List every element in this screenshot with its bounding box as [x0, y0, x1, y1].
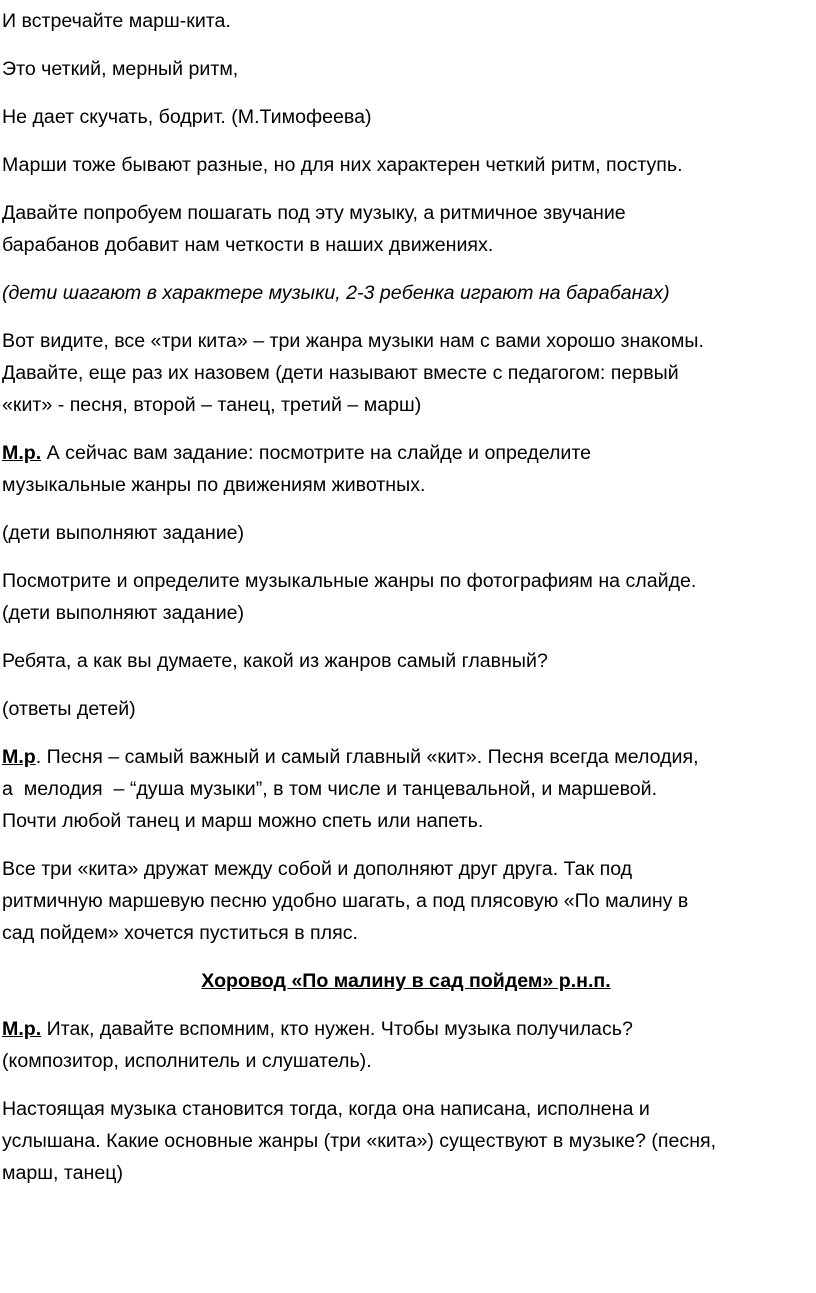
paragraph-task-animals: [2, 437, 810, 501]
paragraph-lets-march: [2, 197, 810, 261]
paragraph-question-main-genre: [2, 645, 810, 677]
text-line: Ребята, а как вы думаете, какой из жанров самый главный?: [2, 650, 548, 672]
text-line: И встречайте марш-кита.: [2, 10, 231, 32]
speaker-label: М.р.: [2, 1018, 42, 1040]
paragraph-whales-friends: [2, 853, 810, 949]
paragraph-marches: [2, 149, 810, 181]
paragraph-children-do-task-1: [2, 517, 810, 549]
paragraph-task-photos: [2, 565, 810, 629]
text-line: (дети шагают в характере музыки, 2-3 ребенка играют на барабанах): [2, 282, 670, 304]
text-line: Почти любой танец и марш можно спеть или напеть.: [2, 810, 484, 832]
text-line: Давайте, еще раз их назовем (дети называют вместе с педагогом: первый: [2, 362, 679, 384]
text-line: (ответы детей): [2, 698, 136, 720]
paragraph-real-music: [2, 1093, 810, 1189]
text-line: (дети выполняют задание): [2, 602, 245, 624]
text-fragment: А сейчас вам задание: посмотрите на слайде и определите: [41, 442, 592, 464]
text-line: сад пойдем» хочется пуститься в пляс.: [2, 922, 358, 944]
text-line: а мелодия – “душа музыки”, в том числе и танцевальной, и маршевой.: [2, 778, 658, 800]
paragraph-poem-line-2: [2, 53, 810, 85]
text-line: «кит» - песня, второй – танец, третий – марш): [2, 394, 422, 416]
text-line: музыкальные жанры по движениям животных.: [2, 474, 426, 496]
text-line: ритмичную маршевую песню удобно шагать, а под плясовую «По малину в: [2, 890, 689, 912]
text-line: Давайте попробуем пошагать под эту музыку, а ритмичное звучание: [2, 202, 626, 224]
text-line: Марши тоже бывают разные, но для них характерен четкий ритм, поступь.: [2, 154, 683, 176]
text-line: Настоящая музыка становится тогда, когда она написана, исполнена и: [2, 1098, 650, 1120]
text-line: [2, 1013, 810, 1045]
paragraph-poem-line-3: [2, 101, 810, 133]
text-line: (композитор, исполнитель и слушатель).: [2, 1050, 372, 1072]
text-line: [2, 741, 810, 773]
text-fragment: . Песня – самый важный и самый главный «кит». Песня всегда мелодия,: [35, 746, 699, 768]
text-line: Вот видите, все «три кита» – три жанра музыки нам с вами хорошо знакомы.: [2, 330, 704, 352]
text-line: барабанов добавит нам четкости в наших движениях.: [2, 234, 494, 256]
text-line: Не дает скучать, бодрит. (М.Тимофеева): [2, 106, 372, 128]
paragraph-children-answers: [2, 693, 810, 725]
text-line: услышана. Какие основные жанры (три «кита») существуют в музыке? (песня,: [2, 1130, 717, 1152]
text-fragment: Итак, давайте вспомним, кто нужен. Чтобы музыка получилась?: [41, 1018, 633, 1040]
paragraph-who-is-needed: [2, 1013, 810, 1077]
text-line: Посмотрите и определите музыкальные жанры по фотографиям на слайде.: [2, 570, 697, 592]
text-line: [2, 437, 810, 469]
text-line: Это четкий, мерный ритм,: [2, 58, 239, 80]
speaker-label: М.р: [2, 746, 36, 768]
text-line: (дети выполняют задание): [2, 522, 245, 544]
paragraph-stage-direction-marching: [2, 277, 810, 309]
speaker-label: М.р.: [2, 442, 42, 464]
text-line: марш, танец): [2, 1162, 123, 1184]
paragraph-song-main: [2, 741, 810, 837]
paragraph-three-whales: [2, 325, 810, 421]
section-heading-khorovod: Хоровод «По малину в сад пойдем» р.н.п.: [201, 970, 611, 992]
text-line: Все три «кита» дружат между собой и дополняют друг друга. Так под: [2, 858, 633, 880]
paragraph-poem-line-1: [2, 5, 810, 37]
